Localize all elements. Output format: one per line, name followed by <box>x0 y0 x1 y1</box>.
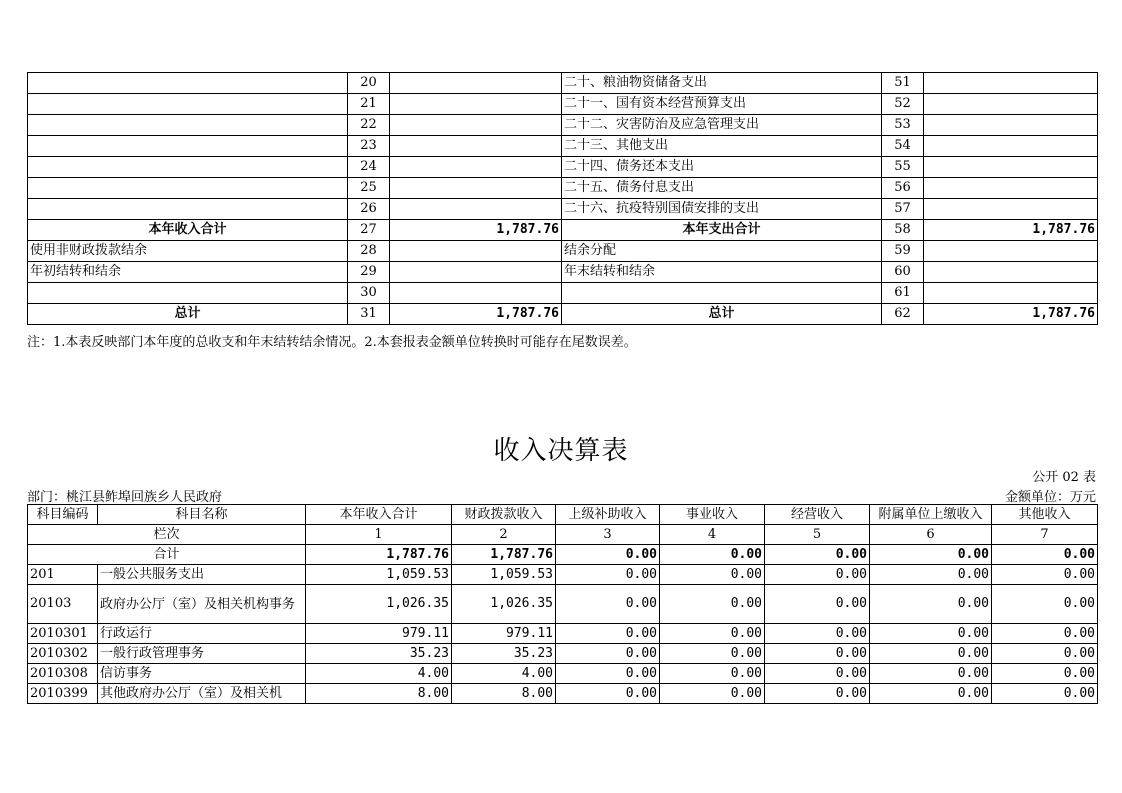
left-amount <box>390 199 562 220</box>
left-line-number: 20 <box>348 73 390 94</box>
amount-cell: 0.00 <box>660 565 765 585</box>
column-number-label: 栏次 <box>28 525 306 545</box>
total-label: 合计 <box>28 545 306 565</box>
total-value: 1,787.76 <box>306 545 452 565</box>
summary-row <box>28 115 1098 136</box>
right-item-label: 二十五、债务付息支出 <box>562 178 882 199</box>
column-number: 5 <box>765 525 870 545</box>
header-row <box>28 505 1098 525</box>
left-item-label <box>28 157 348 178</box>
right-item-label: 二十、粮油物资储备支出 <box>562 73 882 94</box>
right-line-number: 58 <box>882 220 924 241</box>
right-item-label: 二十四、债务还本支出 <box>562 157 882 178</box>
left-amount <box>390 178 562 199</box>
right-amount <box>924 115 1098 136</box>
summary-row <box>28 157 1098 178</box>
summary-row <box>28 94 1098 115</box>
amount-cell: 0.00 <box>765 585 870 624</box>
amount-cell: 0.00 <box>870 585 992 624</box>
left-amount: 1,787.76 <box>390 304 562 325</box>
right-item-label: 二十六、抗疫特别国债安排的支出 <box>562 199 882 220</box>
right-item-label: 本年支出合计 <box>562 220 882 241</box>
summary-row <box>28 283 1098 304</box>
left-line-number: 22 <box>348 115 390 136</box>
column-number: 1 <box>306 525 452 545</box>
amount-cell: 0.00 <box>870 644 992 664</box>
subject-code: 2010301 <box>28 624 98 644</box>
column-number-row <box>28 525 1098 545</box>
right-amount <box>924 283 1098 304</box>
amount-cell: 0.00 <box>660 624 765 644</box>
amount-cell: 0.00 <box>992 624 1098 644</box>
amount-cell: 4.00 <box>452 664 556 684</box>
right-line-number: 57 <box>882 199 924 220</box>
amount-cell: 8.00 <box>306 684 452 704</box>
amount-cell: 0.00 <box>992 644 1098 664</box>
table-row <box>28 585 1098 624</box>
total-value: 1,787.76 <box>452 545 556 565</box>
total-value: 0.00 <box>870 545 992 565</box>
left-amount <box>390 94 562 115</box>
amount-cell: 8.00 <box>452 684 556 704</box>
amount-cell: 0.00 <box>870 664 992 684</box>
right-item-label: 结余分配 <box>562 241 882 262</box>
table-note: 注：1.本表反映部门本年度的总收支和年末结转结余情况。2.本套报表金额单位转换时可能存在尾数误差。 <box>27 335 637 350</box>
income-report-table <box>27 504 1098 704</box>
left-item-label: 使用非财政拨款结余 <box>28 241 348 262</box>
right-amount: 1,787.76 <box>924 304 1098 325</box>
amount-cell: 1,026.35 <box>306 585 452 624</box>
amount-cell: 35.23 <box>452 644 556 664</box>
amount-cell: 4.00 <box>306 664 452 684</box>
amount-cell: 0.00 <box>992 684 1098 704</box>
left-item-label <box>28 283 348 304</box>
column-number: 6 <box>870 525 992 545</box>
right-item-label: 二十三、其他支出 <box>562 136 882 157</box>
form-number: 公开 02 表 <box>1032 470 1096 485</box>
header-code: 科目编码 <box>28 505 98 525</box>
subject-name: 一般公共服务支出 <box>98 565 306 585</box>
amount-cell: 0.00 <box>556 624 660 644</box>
left-item-label <box>28 199 348 220</box>
left-amount <box>390 241 562 262</box>
amount-cell: 0.00 <box>660 585 765 624</box>
summary-row <box>28 136 1098 157</box>
right-amount <box>924 241 1098 262</box>
amount-cell: 0.00 <box>556 684 660 704</box>
left-line-number: 24 <box>348 157 390 178</box>
summary-row <box>28 304 1098 325</box>
summary-row <box>28 73 1098 94</box>
amount-cell: 1,059.53 <box>452 565 556 585</box>
subject-code: 2010308 <box>28 664 98 684</box>
right-line-number: 59 <box>882 241 924 262</box>
subject-code: 2010399 <box>28 684 98 704</box>
header-fiscal: 财政拨款收入 <box>452 505 556 525</box>
left-line-number: 28 <box>348 241 390 262</box>
total-value: 0.00 <box>660 545 765 565</box>
amount-cell: 0.00 <box>660 664 765 684</box>
left-item-label <box>28 136 348 157</box>
right-amount <box>924 199 1098 220</box>
subject-code: 2010302 <box>28 644 98 664</box>
summary-row <box>28 241 1098 262</box>
amount-cell: 0.00 <box>765 624 870 644</box>
department-label: 部门：桃江县鲊埠回族乡人民政府 <box>27 490 223 505</box>
amount-cell: 1,059.53 <box>306 565 452 585</box>
amount-cell: 0.00 <box>992 664 1098 684</box>
subject-name: 政府办公厅（室）及相关机构事务 <box>98 585 306 624</box>
column-number: 2 <box>452 525 556 545</box>
right-item-label <box>562 283 882 304</box>
left-amount: 1,787.76 <box>390 220 562 241</box>
table-row <box>28 644 1098 664</box>
summary-row <box>28 199 1098 220</box>
left-item-label <box>28 94 348 115</box>
table-row <box>28 664 1098 684</box>
right-line-number: 54 <box>882 136 924 157</box>
left-item-label <box>28 178 348 199</box>
right-amount: 1,787.76 <box>924 220 1098 241</box>
header-operating: 经营收入 <box>765 505 870 525</box>
table-row <box>28 565 1098 585</box>
right-amount <box>924 178 1098 199</box>
summary-row <box>28 178 1098 199</box>
income-expense-summary-table <box>27 72 1098 325</box>
total-value: 0.00 <box>556 545 660 565</box>
left-item-label: 年初结转和结余 <box>28 262 348 283</box>
header-business: 事业收入 <box>660 505 765 525</box>
total-value: 0.00 <box>765 545 870 565</box>
left-item-label: 本年收入合计 <box>28 220 348 241</box>
right-item-label: 年末结转和结余 <box>562 262 882 283</box>
subject-name: 其他政府办公厅（室）及相关机 <box>98 684 306 704</box>
right-item-label: 二十一、国有资本经营预算支出 <box>562 94 882 115</box>
amount-cell: 0.00 <box>556 585 660 624</box>
amount-cell: 0.00 <box>992 585 1098 624</box>
amount-cell: 979.11 <box>452 624 556 644</box>
left-line-number: 26 <box>348 199 390 220</box>
left-line-number: 27 <box>348 220 390 241</box>
left-line-number: 31 <box>348 304 390 325</box>
right-line-number: 52 <box>882 94 924 115</box>
right-line-number: 55 <box>882 157 924 178</box>
left-item-label <box>28 115 348 136</box>
left-line-number: 25 <box>348 178 390 199</box>
total-value: 0.00 <box>992 545 1098 565</box>
subject-code: 201 <box>28 565 98 585</box>
column-number: 3 <box>556 525 660 545</box>
amount-unit-label: 金额单位：万元 <box>1004 490 1096 505</box>
amount-cell: 0.00 <box>870 624 992 644</box>
amount-cell: 0.00 <box>660 684 765 704</box>
right-item-label: 总计 <box>562 304 882 325</box>
left-item-label <box>28 73 348 94</box>
amount-cell: 0.00 <box>870 684 992 704</box>
header-name: 科目名称 <box>98 505 306 525</box>
right-line-number: 53 <box>882 115 924 136</box>
left-amount <box>390 262 562 283</box>
amount-cell: 0.00 <box>765 684 870 704</box>
summary-row <box>28 220 1098 241</box>
right-amount <box>924 136 1098 157</box>
amount-cell: 0.00 <box>660 644 765 664</box>
right-amount <box>924 262 1098 283</box>
left-amount <box>390 283 562 304</box>
header-affiliated: 附属单位上缴收入 <box>870 505 992 525</box>
left-line-number: 23 <box>348 136 390 157</box>
amount-cell: 0.00 <box>765 565 870 585</box>
amount-cell: 0.00 <box>556 644 660 664</box>
left-item-label: 总计 <box>28 304 348 325</box>
amount-cell: 0.00 <box>556 664 660 684</box>
subject-name: 行政运行 <box>98 624 306 644</box>
header-other: 其他收入 <box>992 505 1098 525</box>
amount-cell: 0.00 <box>556 565 660 585</box>
left-amount <box>390 115 562 136</box>
subject-code: 20103 <box>28 585 98 624</box>
left-amount <box>390 136 562 157</box>
right-line-number: 62 <box>882 304 924 325</box>
amount-cell: 0.00 <box>870 565 992 585</box>
total-row <box>28 545 1098 565</box>
amount-cell: 979.11 <box>306 624 452 644</box>
subject-name: 信访事务 <box>98 664 306 684</box>
right-item-label: 二十二、灾害防治及应急管理支出 <box>562 115 882 136</box>
right-line-number: 60 <box>882 262 924 283</box>
amount-cell: 35.23 <box>306 644 452 664</box>
right-line-number: 56 <box>882 178 924 199</box>
left-amount <box>390 73 562 94</box>
left-line-number: 21 <box>348 94 390 115</box>
header-total: 本年收入合计 <box>306 505 452 525</box>
amount-cell: 0.00 <box>992 565 1098 585</box>
amount-cell: 1,026.35 <box>452 585 556 624</box>
amount-cell: 0.00 <box>765 644 870 664</box>
amount-cell: 0.00 <box>765 664 870 684</box>
right-amount <box>924 157 1098 178</box>
left-line-number: 29 <box>348 262 390 283</box>
left-line-number: 30 <box>348 283 390 304</box>
table-row <box>28 624 1098 644</box>
left-amount <box>390 157 562 178</box>
page-title: 收入决算表 <box>493 436 629 466</box>
right-line-number: 61 <box>882 283 924 304</box>
right-line-number: 51 <box>882 73 924 94</box>
column-number: 4 <box>660 525 765 545</box>
header-subsidy: 上级补助收入 <box>556 505 660 525</box>
right-amount <box>924 94 1098 115</box>
column-number: 7 <box>992 525 1098 545</box>
table-row <box>28 684 1098 704</box>
summary-row <box>28 262 1098 283</box>
right-amount <box>924 73 1098 94</box>
subject-name: 一般行政管理事务 <box>98 644 306 664</box>
